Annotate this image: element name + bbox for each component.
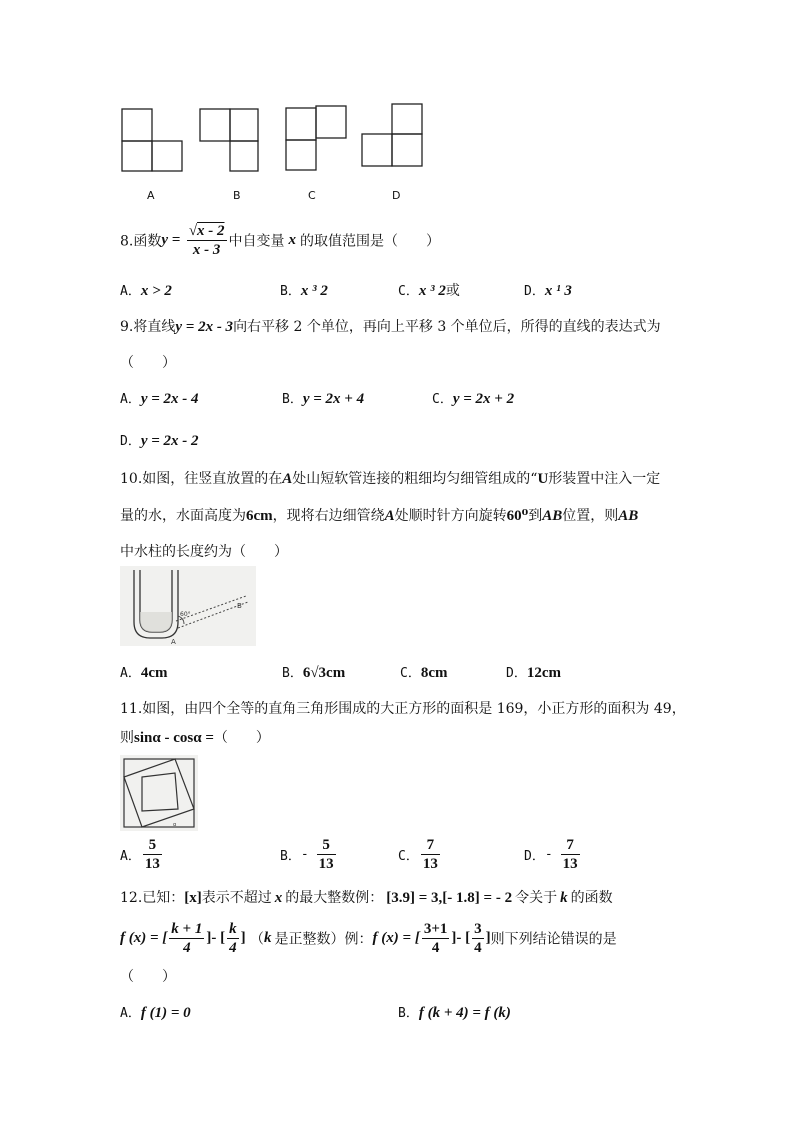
q8-sqrt-expr: x - 2 [197, 223, 225, 239]
q10-line2-a: 量的水，水面高度为 [120, 508, 246, 524]
q9-option-a-expr: y = 2x - 4 [140, 391, 199, 407]
q12-f-mid: ]- [ [206, 930, 226, 946]
net-figure-b [196, 105, 266, 175]
q12-frac-4-den: 4 [474, 940, 482, 956]
q11-option-a-label: A． [120, 849, 141, 864]
q9-paren: （ ） [120, 355, 176, 371]
q12-frac-4 [472, 920, 484, 957]
q10-line1-b: 处山短软管连接的粗细均匀细管组成的“ [292, 471, 538, 487]
q11-option-b-den: 13 [318, 856, 334, 872]
figure-label-a: A [147, 189, 155, 202]
q12-option-a[interactable] [120, 1002, 191, 1022]
q8-option-c[interactable] [398, 280, 460, 300]
q10-line-3: 中水柱的长度约为（ ） [120, 544, 288, 560]
q11-option-a-num: 5 [143, 836, 162, 855]
q12-f-mid-2: ]- [ [451, 930, 471, 946]
q12-frac-3-den: 4 [431, 940, 440, 956]
q10-option-b-expr: 6√3cm [302, 665, 346, 681]
q10-option-b[interactable] [282, 662, 345, 682]
q11-option-c-fraction [421, 836, 440, 873]
q10-option-b-label: B． [282, 666, 303, 681]
q12-option-a-label: A． [120, 1006, 141, 1021]
q11-line-2 [120, 727, 270, 747]
q12-line-2 [120, 920, 617, 957]
q10-option-a-label: A． [120, 666, 141, 681]
q11-option-b-sign: - [300, 847, 309, 862]
u-tube-label-b: B [237, 602, 242, 610]
q10-line-1 [120, 468, 660, 488]
q9-option-d-label: D． [120, 434, 141, 449]
q9-option-b[interactable] [282, 388, 364, 408]
q10-option-c[interactable] [400, 662, 447, 682]
q11-expr: sinα - cosα = [134, 730, 214, 746]
q8-numerator: √x - 2 [188, 223, 225, 239]
q8-option-c-tail: 或 [445, 283, 460, 299]
q10-line2-e: 位置，则 [562, 508, 619, 524]
q10-point-a: A [282, 471, 293, 487]
q12-line1-e: 的函数 [570, 890, 613, 906]
q12-frac-2 [227, 920, 239, 957]
net-figure-d [358, 100, 430, 172]
q8-option-b-expr: x ³ 2 [300, 283, 328, 299]
u-tube-label-a: A [171, 638, 176, 646]
q12-line1-b: 表示不超过 [201, 890, 272, 906]
q12-frac-1 [169, 920, 204, 957]
q9-option-b-label: B． [282, 392, 303, 407]
q12-option-b[interactable] [398, 1002, 511, 1022]
q12-option-a-expr: f (1) = 0 [140, 1005, 191, 1021]
q11-option-b-fraction [317, 836, 336, 873]
q12-f-lhs: f (x) = [ [120, 930, 168, 946]
q11-option-c-den: 13 [422, 856, 438, 872]
q12-f-close: ] [240, 930, 246, 946]
q12-frac-2-den: 4 [229, 940, 237, 956]
q9-stem [120, 316, 661, 336]
q11-option-d-num: 7 [561, 836, 580, 855]
q12-var-x: x [274, 890, 283, 906]
q8-var-x: x [288, 232, 297, 248]
q8-option-b-label: B． [280, 284, 301, 299]
q8-middle: 中自变量 [228, 233, 285, 250]
q12-line2-a: （ [250, 931, 265, 948]
q8-option-a-expr: x > 2 [140, 283, 172, 299]
q12-line1-c: 的最大整数例： [285, 890, 384, 906]
q11-option-b[interactable] [280, 836, 338, 873]
q11-option-d-fraction [561, 836, 580, 873]
figure-label-b: B [233, 189, 241, 202]
q8-option-c-label: C． [398, 284, 419, 299]
q12-line2-c: 则下列结论错误的是 [490, 931, 617, 948]
q10-height: 6cm [246, 508, 273, 524]
q11-option-a-den: 13 [144, 856, 160, 872]
q10-option-a-expr: 4cm [140, 665, 168, 681]
q12-frac-3 [422, 920, 450, 957]
q9-option-c[interactable] [432, 388, 514, 408]
q8-option-d[interactable] [524, 280, 572, 300]
q10-option-c-expr: 8cm [420, 665, 448, 681]
q10-line2-d: 到 [528, 508, 543, 524]
net-figure-a [118, 105, 188, 175]
q8-option-b[interactable] [280, 280, 328, 300]
q10-line2-b: ，现将右边细管绕 [272, 508, 385, 524]
q10-line2-c: 处顺时针方向旋转 [394, 508, 507, 524]
q10-line1-c: 形装置中注入一定 [548, 471, 661, 487]
q8-suffix: 的取值范围是（ ） [300, 233, 441, 250]
q12-line-1 [120, 887, 613, 907]
q12-var-k-2: k [264, 930, 272, 946]
q12-frac-1-num: k + 1 [171, 921, 203, 937]
q9-option-d[interactable] [120, 430, 199, 450]
q12-frac-1-den: 4 [183, 940, 191, 956]
q9-option-c-expr: y = 2x + 2 [452, 391, 515, 407]
q12-option-b-expr: f (k + 4) = f (k) [418, 1005, 511, 1021]
q9-suffix: 向右平移 2 个单位，再向上平移 3 个单位后，所得的直线的表达式为 [233, 319, 661, 335]
q12-bracket-x: [x] [184, 890, 202, 906]
q9-expr: y = 2x - 3 [175, 319, 234, 335]
q10-option-d-label: D． [506, 666, 527, 681]
q10-line-2 [120, 505, 638, 525]
q10-option-c-label: C． [400, 666, 421, 681]
q8-option-c-expr: x ³ 2 [418, 283, 446, 299]
q8-option-d-expr: x ¹ 3 [544, 283, 572, 299]
q12-example: [3.9] = 3,[- 1.8] = - 2 [386, 890, 513, 906]
q9-option-b-expr: y = 2x + 4 [302, 391, 365, 407]
q8-fraction [187, 222, 227, 259]
q10-angle: 60⁰ [506, 508, 529, 524]
q10-option-d-expr: 12cm [526, 665, 561, 681]
q11-option-d-sign: - [544, 847, 553, 862]
q12-frac-2-num: k [229, 921, 237, 937]
q12-frac-4-num: 3 [474, 921, 482, 937]
q12-line1-d: 令关于 [515, 890, 558, 906]
q11-line2-a: 则 [120, 730, 134, 746]
q10-ab-2: AB [618, 508, 639, 524]
q11-line2-b: （ ） [213, 730, 270, 746]
q9-option-d-expr: y = 2x - 2 [140, 433, 199, 449]
q11-option-a-fraction [143, 836, 162, 873]
q12-line2-b: 是正整数）例： [274, 931, 373, 948]
q10-ab: AB [542, 508, 563, 524]
q11-line-1: 11.如图，由四个全等的直角三角形围成的大正方形的面积是 169，小正方形的面积为 49， [120, 701, 686, 717]
square-figure [120, 755, 198, 831]
q11-option-d-label: D． [524, 849, 545, 864]
q12-f-close-2: ] [485, 930, 491, 946]
q8-stem [120, 222, 440, 259]
alpha-label: α [173, 822, 177, 828]
q11-option-b-label: B． [280, 849, 301, 864]
figure-label-d: D [392, 189, 401, 202]
q11-option-d-den: 13 [562, 856, 578, 872]
u-tube-figure [120, 566, 256, 646]
q8-option-d-label: D． [524, 284, 545, 299]
q10-line1-a: 10.如图，往竖直放置的在 [120, 471, 283, 487]
u-tube-angle-label: 60° [180, 611, 191, 618]
q12-frac-3-num: 3+1 [423, 921, 448, 937]
q12-paren: （ ） [120, 969, 176, 985]
figure-label-c: C [308, 189, 316, 202]
q10-letter-u: U [537, 471, 549, 487]
q9-option-a-label: A． [120, 392, 141, 407]
q12-line1-a: 12.已知： [120, 890, 185, 906]
q11-option-c-num: 7 [421, 836, 440, 855]
q10-option-a[interactable] [120, 662, 167, 682]
q8-option-a[interactable] [120, 280, 172, 300]
q12-f-lhs-2: f (x) = [ [372, 930, 420, 946]
q12-var-k: k [560, 890, 568, 906]
q9-prefix: 9.将直线 [120, 319, 176, 335]
q10-option-d[interactable] [506, 662, 561, 682]
q9-option-a[interactable] [120, 388, 199, 408]
q8-prefix: 8.函数 [120, 233, 162, 250]
net-figure-c [282, 102, 352, 172]
q10-point-a-2: A [384, 508, 395, 524]
q11-option-c[interactable] [398, 836, 442, 873]
q11-option-c-label: C． [398, 849, 419, 864]
q12-option-b-label: B． [398, 1006, 419, 1021]
q11-option-d[interactable] [524, 836, 582, 873]
q11-option-a[interactable] [120, 836, 164, 873]
q9-option-c-label: C． [432, 392, 453, 407]
q11-option-b-num: 5 [317, 836, 336, 855]
q8-denominator: x - 3 [192, 242, 221, 258]
q8-option-a-label: A． [120, 284, 141, 299]
q8-y-eq: y = [161, 232, 181, 248]
